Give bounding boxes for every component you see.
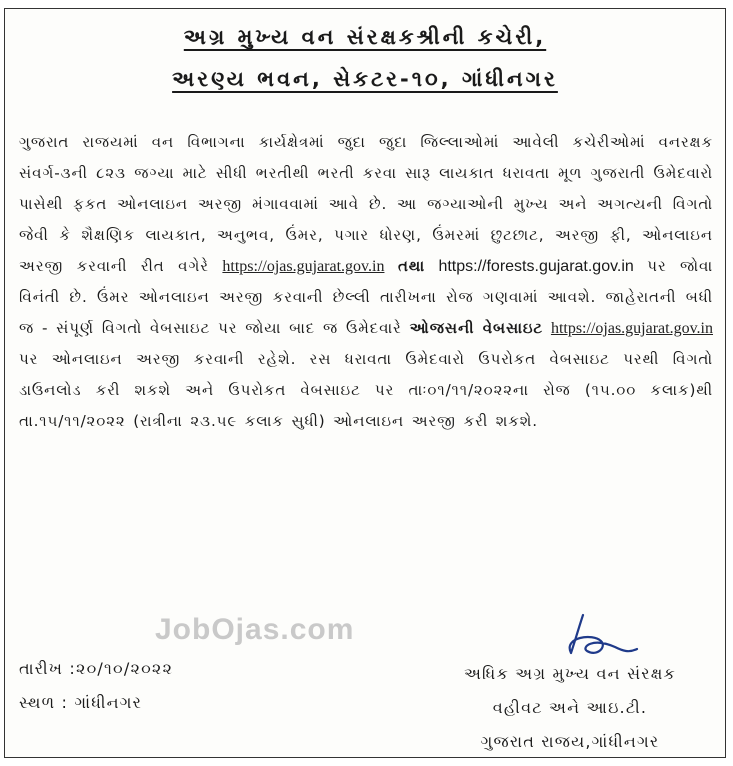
- body-text-2: તથા: [397, 257, 425, 275]
- signatory-designation: અધિક અગ્ર મુખ્ય વન સંરક્ષક: [463, 664, 677, 683]
- watermark-text: JobOjas.com: [155, 613, 355, 646]
- ojas-link-1[interactable]: https://ojas.gujarat.gov.in: [222, 258, 385, 275]
- notice-body: [19, 127, 713, 437]
- forests-url[interactable]: https://forests.gujarat.gov.in: [438, 258, 634, 275]
- signatory-block: [435, 657, 705, 759]
- notice-date: તારીખ :૨૦/૧૦/૨૦૨૨: [19, 659, 174, 678]
- signatory-department: વહીવટ અને આઇ.ટી.: [492, 698, 648, 717]
- notice-frame: [4, 8, 726, 758]
- body-text-3b: ઓજસની વેબસાઇટ: [409, 319, 544, 337]
- ojas-link-2[interactable]: https://ojas.gujarat.gov.in: [550, 320, 713, 337]
- body-text-3: પર જોવા વિનંતી છે. ઉંમર ઓનલાઇન અરજી કરવાની છેલ્લી તારીખના રોજ ગણવામાં આવશે. જાહેરાતની બધી જ - સંપૂર્ણ વિગતો વેબસાઇટ પર જોયા બાદ જ ઉમેદવારે: [19, 257, 713, 337]
- office-address: અરણ્ય ભવન, સેકટર-૧૦, ગાંધીનગર: [172, 67, 558, 91]
- body-text-1: ગુજરાત રાજયમાં વન વિભાગના કાર્યક્ષેત્રમાં જુદા જુદા જિલ્લાઓમાં આવેલી કચેરીઓમાં વનરક્ષક સંવર્ગ-૩ની ૮૨૩ જગ્યા માટે સીધી ભરતીથી ભરતી કરવા સારૂ લાયકાત ધરાવતા મૂળ ગુજરાતી ઉમેદવારો પાસેથી ફકત ઓનલાઇન અરજી મંગાવવામાં આવે છે. આ જગ્યાઓની મુખ્ય અને અગત્યની વિગતો જેવી કે શૈક્ષણિક લાયકાત, અનુભવ, ઉંમર, પગાર ધોરણ, ઉંમરમાં છુટછાટ, અરજી ફી, ઓનલાઇન અરજી કરવાની રીત વગેરે: [19, 133, 713, 275]
- office-title: અગ્ર મુખ્ય વન સંરક્ષકશ્રીની કચેરી,: [183, 25, 547, 49]
- signatory-location: ગુજરાત રાજય,ગાંધીનગર: [480, 732, 660, 751]
- notice-place: સ્થળ : ગાંધીનગર: [19, 693, 143, 712]
- body-text-4: પર ઓનલાઇન અરજી કરવાની રહેશે. રસ ધરાવતા ઉમેદવારો ઉપરોકત વેબસાઇટ પરથી વિગતો ડાઉનલોડ કરી શકશે અને ઉપરોકત વેબસાઇટ પર તાઃ૦૧/૧૧/૨૦૨૨ના રોજ (૧૫.૦૦ કલાક)થી તા.૧૫/૧૧/૨૦૨૨ (રાત્રીના ૨૩.૫૯ કલાક સુધી) ઓનલાઇન અરજી કરી શકશે.: [19, 350, 713, 430]
